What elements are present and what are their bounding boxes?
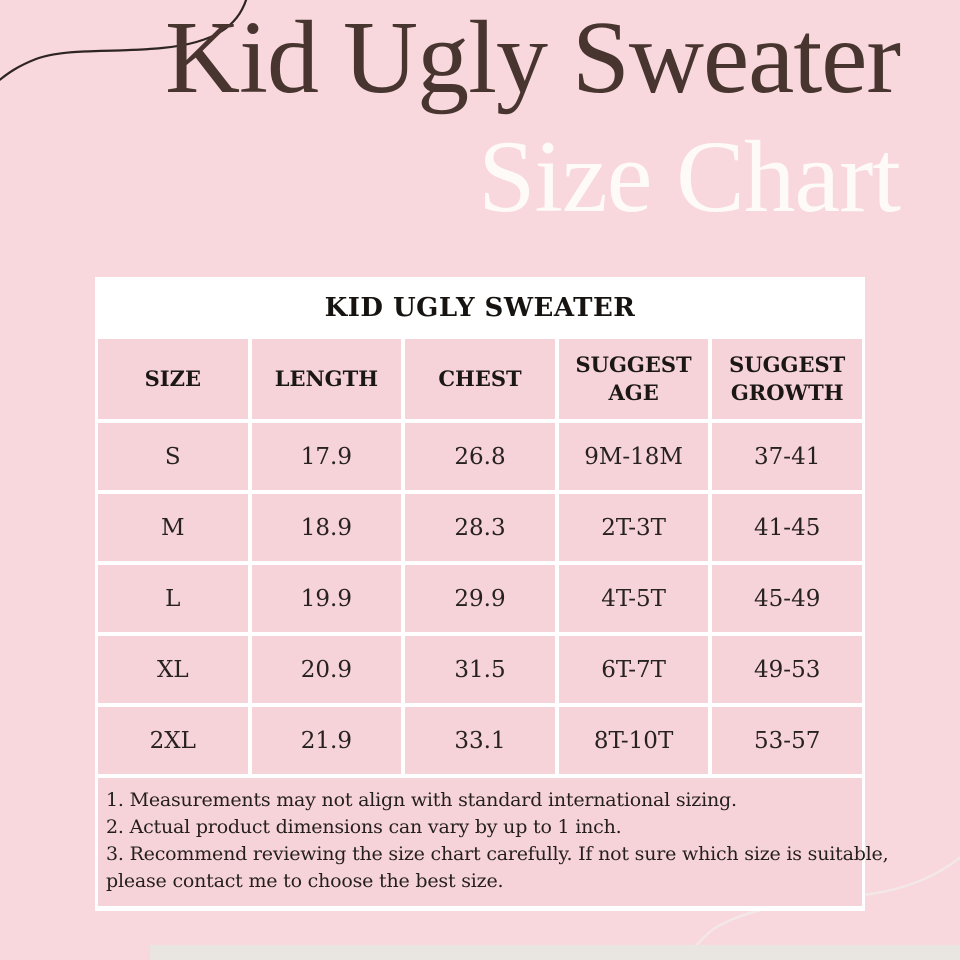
size-chart-card (95, 277, 889, 911)
table-cell: 2XL (98, 707, 248, 774)
table-cell: 17.9 (252, 423, 402, 490)
table-cell: 4T-5T (559, 565, 709, 632)
note-line: 1. Measurements may not align with standard international sizing. (106, 789, 737, 811)
bottom-band (150, 945, 960, 960)
table-cell: M (98, 494, 248, 561)
note-line: please contact me to choose the best size. (106, 870, 504, 892)
size-table (98, 339, 862, 774)
table-cell: S (98, 423, 248, 490)
column-header-size: SIZE (98, 339, 248, 419)
column-header-suggest-growth: SUGGEST GROWTH (712, 339, 862, 419)
table-cell: 8T-10T (559, 707, 709, 774)
page-title (165, 0, 900, 234)
column-header-chest: CHEST (405, 339, 555, 419)
table-cell: 49-53 (712, 636, 862, 703)
table-cell: 2T-3T (559, 494, 709, 561)
table-cell: 37-41 (712, 423, 862, 490)
notes-block (98, 778, 889, 906)
table-cell: 21.9 (252, 707, 402, 774)
table-cell: XL (98, 636, 248, 703)
table-cell: 18.9 (252, 494, 402, 561)
table-cell: 26.8 (405, 423, 555, 490)
table-cell: 6T-7T (559, 636, 709, 703)
column-header-suggest-age: SUGGEST AGE (559, 339, 709, 419)
table-cell: 19.9 (252, 565, 402, 632)
table-cell: 9M-18M (559, 423, 709, 490)
table-cell: 41-45 (712, 494, 862, 561)
table-title: KID UGLY SWEATER (324, 293, 636, 323)
note-line: 3. Recommend reviewing the size chart carefully. If not sure which size is suitable, (106, 843, 889, 865)
page-title-line1: Kid Ugly Sweater (165, 0, 900, 115)
table-cell: 45-49 (712, 565, 862, 632)
column-header-length: LENGTH (252, 339, 402, 419)
note-line: 2. Actual product dimensions can vary by up to 1 inch. (106, 816, 622, 838)
table-cell: 53-57 (712, 707, 862, 774)
table-cell: 28.3 (405, 494, 555, 561)
table-cell: 20.9 (252, 636, 402, 703)
table-cell: 29.9 (405, 565, 555, 632)
page-title-line2: Size Chart (478, 120, 900, 234)
table-cell: 33.1 (405, 707, 555, 774)
table-cell: L (98, 565, 248, 632)
table-cell: 31.5 (405, 636, 555, 703)
